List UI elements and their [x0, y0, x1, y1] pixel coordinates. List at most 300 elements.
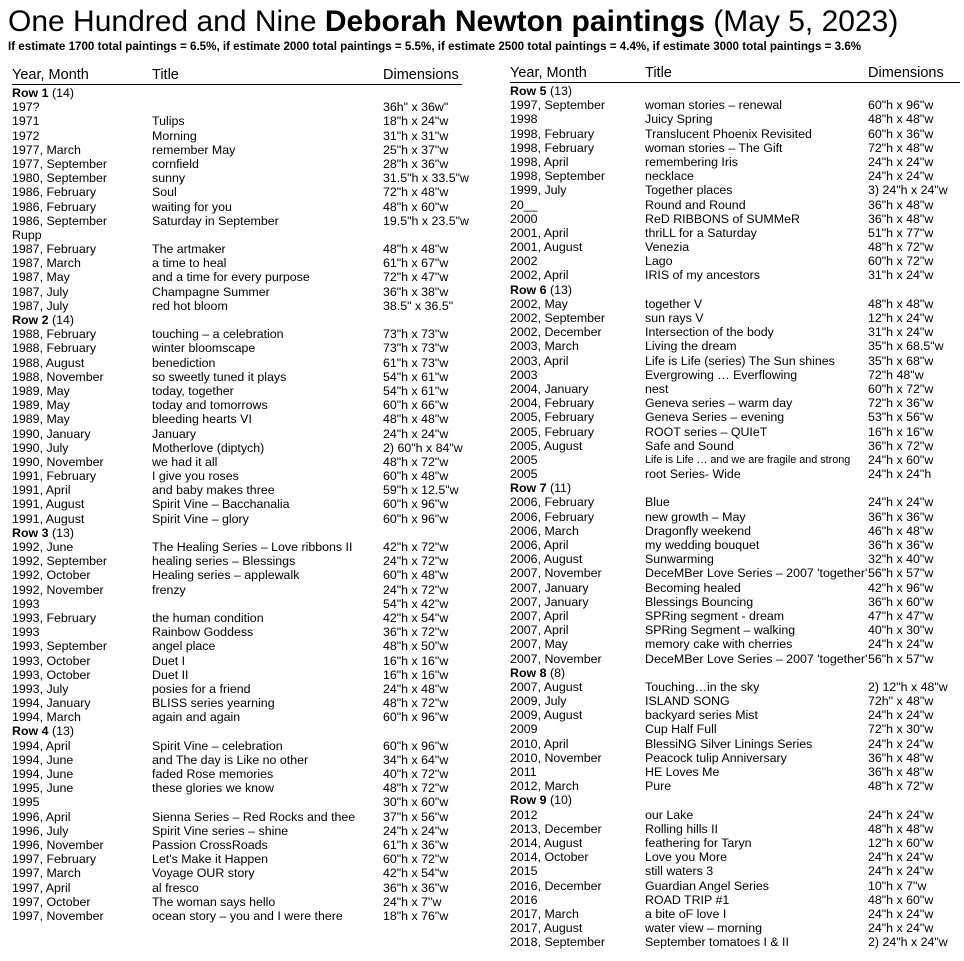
painting-row [12, 781, 462, 795]
painting-title: al fresco [152, 880, 199, 895]
painting-row [510, 112, 960, 126]
section-name: Row 1 [12, 86, 49, 100]
painting-title: backyard series Mist [645, 708, 758, 723]
header-year: Year, Month [510, 65, 587, 81]
painting-row [12, 129, 462, 143]
painting-row [12, 455, 462, 469]
painting-dimensions: 46"h x 48"w [868, 523, 934, 538]
painting-dimensions: 42"h x 96"w [868, 580, 934, 595]
painting-dimensions: 24"h x 24"w [868, 906, 934, 921]
painting-title: Geneva series – warm day [645, 396, 793, 411]
painting-dimensions: 12"h x 24"w [868, 311, 934, 325]
section-name: Row 4 [12, 724, 49, 739]
painting-dimensions: 72"h x 47"w [383, 270, 449, 285]
painting-row [510, 510, 960, 524]
painting-dimensions: 48"h x 48"w [868, 112, 934, 127]
section-row [510, 666, 960, 680]
painting-row [12, 852, 462, 866]
section-count: (13) [549, 282, 572, 297]
painting-row [12, 710, 462, 724]
painting-dimensions: 48"h x 72"w [868, 779, 934, 794]
painting-date: 1986, February [12, 199, 97, 214]
section-row [12, 724, 462, 738]
painting-title: ocean story – you and I were there [152, 908, 343, 923]
painting-row [510, 737, 960, 751]
painting-row [12, 497, 462, 511]
painting-title: Duet II [152, 667, 189, 682]
painting-dimensions: 48"h x 48"w [383, 242, 449, 257]
painting-row [510, 864, 960, 878]
painting-title: The Healing Series – Love ribbons II [152, 540, 353, 554]
painting-title: Juicy Spring [645, 112, 713, 127]
painting-date: 2017, August [510, 921, 583, 936]
painting-title: woman stories – The Gift [645, 140, 783, 155]
painting-date: 2012, March [510, 779, 579, 794]
painting-date: 1990, November [12, 454, 104, 469]
painting-row [12, 767, 462, 781]
painting-date: 1977, September [12, 156, 108, 171]
painting-row [12, 654, 462, 668]
painting-row [510, 198, 960, 212]
painting-row [12, 739, 462, 753]
painting-dimensions: 36"h x 48"w [868, 211, 934, 226]
painting-row [12, 824, 462, 838]
painting-dimensions: 54"h x 42"w [383, 596, 449, 611]
section-count: (10) [549, 793, 572, 808]
painting-title: Morning [152, 128, 197, 143]
painting-date: 2007, April [510, 623, 569, 638]
painting-title: water view – morning [645, 921, 763, 936]
painting-row [12, 810, 462, 824]
painting-title: Peacock tulip Anniversary [645, 750, 787, 765]
painting-date: 1988, February [12, 327, 97, 342]
painting-date: 1986, February [12, 185, 97, 200]
section-label [12, 724, 74, 738]
painting-date: 1994, June [12, 767, 74, 781]
painting-title: Sienna Series – Red Rocks and thee [152, 809, 356, 824]
painting-title: bleeding hearts VI [152, 412, 252, 427]
painting-row [12, 412, 462, 426]
section-count: (13) [51, 724, 74, 739]
painting-dimensions: 24"h x 24"w [868, 495, 934, 510]
painting-dimensions: 48"h x 48"w [868, 821, 934, 836]
painting-dimensions: 72"h x 48"w [868, 140, 934, 155]
painting-date: 1987, July [12, 284, 69, 299]
painting-dimensions: 24"h x 48"w [383, 681, 449, 696]
section-row [510, 283, 960, 297]
painting-row [510, 708, 960, 722]
painting-row [12, 838, 462, 852]
painting-row [510, 935, 960, 949]
section-label [12, 86, 74, 100]
painting-title: DeceMBer Love Series – 2007 'together' [645, 651, 868, 666]
painting-dimensions: 61"h x 73"w [383, 355, 449, 370]
painting-date: 20__ [510, 197, 538, 212]
painting-title: remember May [152, 142, 236, 157]
painting-row [12, 639, 462, 653]
painting-row [510, 226, 960, 240]
painting-title: Spirit Vine – glory [152, 511, 249, 526]
painting-date: 1971 [12, 114, 40, 129]
painting-date: 1991, April [12, 483, 71, 498]
painting-date: 2016, December [510, 878, 602, 893]
painting-date: 1998, September [510, 169, 606, 184]
painting-date: 1998, February [510, 140, 595, 155]
section-name: Row 8 [510, 665, 547, 680]
title-pre: One Hundred and Nine [8, 5, 325, 38]
painting-row [12, 682, 462, 696]
painting-row [510, 680, 960, 694]
painting-dimensions: 56"h x 57"w [868, 651, 934, 666]
painting-date: 1993, September [12, 639, 108, 654]
painting-row [12, 384, 462, 398]
painting-dimensions: 10"h x 7"w [868, 878, 927, 893]
painting-row [12, 696, 462, 710]
painting-dimensions: 30"h x 60"w [383, 795, 449, 810]
painting-row [510, 425, 960, 439]
painting-row [12, 200, 462, 214]
painting-title: Safe and Sound [645, 438, 734, 453]
header-title: Title [645, 65, 672, 81]
painting-date: 1998, April [510, 154, 569, 169]
painting-title: touching – a celebration [152, 327, 284, 342]
painting-row [510, 822, 960, 836]
section-name: Row 3 [12, 525, 49, 540]
painting-dimensions: 31"h x 24"w [868, 268, 934, 283]
painting-title: Passion CrossRoads [152, 837, 268, 852]
painting-row [12, 185, 462, 199]
painting-title: root Series- Wide [645, 467, 741, 482]
painting-dimensions: 24"h x 24"w [868, 864, 934, 879]
section-label [510, 283, 572, 297]
painting-date: 1987, May [12, 270, 70, 285]
painting-dimensions: 48"h x 60"w [383, 199, 449, 214]
painting-title: Rolling hills II [645, 821, 718, 836]
painting-date: 1995, June [12, 781, 74, 796]
painting-date: 2005, August [510, 438, 583, 453]
painting-date: 1994, March [12, 710, 81, 725]
painting-dimensions: 18"h x 76"w [383, 908, 449, 923]
painting-date: 2014, October [510, 850, 589, 865]
painting-row [12, 583, 462, 597]
painting-dimensions: 73"h x 73"w [383, 327, 449, 342]
painting-title: September tomatoes I & II [645, 935, 789, 950]
painting-date: 1992, June [12, 540, 74, 554]
painting-date: 2007, November [510, 566, 602, 581]
painting-date: 2005 [510, 452, 538, 467]
painting-date: 2003, March [510, 339, 579, 354]
painting-row [510, 127, 960, 141]
painting-dimensions: 60"h x 36"w [868, 126, 934, 141]
painting-dimensions: 73"h x 73"w [383, 341, 449, 356]
painting-title: the human condition [152, 610, 264, 625]
painting-dimensions: 24"h x 24"w [868, 708, 934, 723]
painting-row [12, 100, 462, 114]
section-label [510, 84, 572, 98]
painting-date: 1993, July [12, 681, 69, 696]
painting-date: 2009 [510, 722, 538, 737]
right-column [510, 64, 960, 949]
painting-title: SPRing segment - dream [645, 608, 785, 623]
painting-date: 2010, April [510, 736, 569, 751]
section-label [510, 481, 571, 495]
painting-dimensions: 60"h x 96"w [383, 497, 449, 512]
painting-date: 1988, November [12, 369, 104, 384]
painting-row [510, 765, 960, 779]
painting-dimensions: 2) 60"h x 84"w [383, 440, 463, 455]
painting-date: 1989, May [12, 398, 70, 413]
section-row [12, 86, 462, 100]
painting-row [510, 268, 960, 282]
painting-dimensions: 48"h x 50"w [383, 639, 449, 654]
painting-dimensions: 48"h x 72"w [383, 696, 449, 711]
painting-title: Touching…in the sky [645, 679, 760, 694]
painting-row [510, 652, 960, 666]
painting-row [12, 753, 462, 767]
painting-date: 1992, September [12, 554, 108, 569]
painting-row [510, 538, 960, 552]
painting-date: 1989, May [12, 412, 70, 427]
painting-row [510, 240, 960, 254]
painting-title: BlessiNG Silver Linings Series [645, 736, 813, 751]
painting-date: 1994, April [12, 738, 71, 753]
painting-row [510, 879, 960, 893]
painting-title: today and tomorrows [152, 398, 268, 413]
section-row [510, 793, 960, 807]
painting-date: 2012 [510, 807, 538, 822]
painting-title: and a time for every purpose [152, 270, 310, 285]
painting-date: 2014, August [510, 835, 583, 850]
painting-title: together V [645, 296, 703, 311]
painting-dimensions: 24"h x 72"w [383, 582, 449, 597]
section-count: (13) [51, 525, 74, 540]
painting-dimensions: 2) 12"h x 48"w [868, 679, 948, 694]
painting-title: January [152, 426, 197, 441]
painting-row [510, 339, 960, 353]
painting-row [510, 836, 960, 850]
painting-date: 2018, September [510, 935, 606, 950]
painting-date: 2007, November [510, 651, 602, 666]
painting-date: 1995 [12, 795, 40, 810]
painting-title: Guardian Angel Series [645, 878, 769, 893]
painting-title: necklace [645, 169, 694, 184]
page-title [8, 3, 898, 41]
painting-row [12, 483, 462, 497]
painting-title: Healing series – applewalk [152, 568, 300, 583]
painting-row [510, 609, 960, 623]
painting-dimensions: 40"h x 30"w [868, 623, 934, 638]
painting-date: 2007, August [510, 679, 583, 694]
painting-date: 2007, April [510, 608, 569, 623]
painting-date: 1994, January [12, 696, 91, 711]
painting-title: waiting for you [152, 199, 232, 214]
painting-dimensions: 72"h x 30"w [868, 722, 934, 737]
painting-date: 2011 [510, 765, 537, 779]
painting-title: Sunwarming [645, 552, 714, 567]
painting-dimensions: 18"h x 24"w [383, 114, 449, 129]
painting-date: 1993 [12, 596, 40, 611]
painting-row [510, 439, 960, 453]
painting-row [510, 98, 960, 112]
painting-dimensions: 24"h x 7"w [383, 894, 442, 909]
painting-title: Blessings Bouncing [645, 594, 754, 609]
painting-date: 2017, March [510, 906, 579, 921]
painting-dimensions: 31"h x 31"w [383, 128, 449, 143]
painting-date: 1993, October [12, 667, 91, 682]
painting-date: 1996, July [12, 823, 69, 838]
painting-dimensions: 36"h x 38"w [383, 284, 449, 299]
painting-title: angel place [152, 639, 216, 654]
painting-dimensions: 36"h x 60"w [868, 594, 934, 609]
painting-date: 1992, November [12, 582, 104, 597]
painting-dimensions: 35"h x 68"w [868, 353, 934, 368]
painting-row [510, 297, 960, 311]
painting-title: Rainbow Goddess [152, 625, 254, 640]
painting-date: 1993 [12, 625, 40, 640]
painting-date: 2001, August [510, 240, 583, 255]
painting-date: 2002, December [510, 325, 602, 340]
painting-dimensions: 60"h x 96"w [868, 98, 934, 113]
painting-row [12, 398, 462, 412]
painting-dimensions: 24"h x 24"w [868, 637, 934, 652]
painting-date: 2006, February [510, 495, 595, 510]
painting-dimensions: 60"h x 48"w [383, 469, 449, 484]
painting-title: Motherlove (diptych) [152, 440, 265, 455]
page-subtitle: If estimate 1700 total paintings = 6.5%, if estimate 2000 total paintings = 5.5%, if estimate 2500 total paintings = 4.4%, if estimate 3000 total paintings = 3.6% [8, 40, 862, 53]
painting-dimensions: 72"h x 48"w [383, 185, 449, 200]
column-header [510, 64, 960, 83]
painting-date: 1991, August [12, 511, 85, 526]
painting-date: 2006, March [510, 523, 579, 538]
painting-title: winter bloomscape [152, 341, 256, 356]
painting-dimensions: 36"h x 36"w [383, 880, 449, 895]
painting-row [510, 808, 960, 822]
header-dimensions: Dimensions [868, 65, 944, 81]
painting-row [12, 213, 469, 228]
painting-date: 1998 [510, 112, 538, 127]
painting-title: and The day is Like no other [152, 752, 309, 767]
painting-row [510, 169, 960, 183]
painting-dimensions: 24"h x 24"w [383, 823, 449, 838]
painting-row [510, 722, 960, 736]
painting-date: 1997, March [12, 866, 81, 881]
painting-row [12, 469, 462, 483]
painting-row [12, 327, 462, 341]
painting-dimensions: 36"h x 36"w [868, 509, 934, 524]
painting-date: 1999, July [510, 183, 567, 198]
painting-date: 1987, February [12, 242, 97, 257]
painting-title: so sweetly tuned it plays [152, 369, 287, 384]
painting-dimensions: 24"h x 24"h [868, 467, 932, 482]
painting-row [12, 611, 462, 625]
painting-dimensions: 54"h x 61"w [383, 369, 449, 384]
painting-dimensions: 36"h x 48"w [868, 197, 934, 212]
painting-title: Let's Make it Happen [152, 852, 269, 867]
painting-dimensions: 72"h x 36"w [868, 396, 934, 411]
painting-date: 1997, September [510, 98, 606, 113]
painting-date: 1977, March [12, 142, 81, 157]
painting-title: Life is Life … and we are fragile and strong [645, 453, 851, 466]
painting-title: thriLL for a Saturday [645, 225, 757, 240]
painting-title: Intersection of the body [645, 325, 774, 340]
painting-dimensions: 47"h x 47"w [868, 608, 934, 623]
section-count: (14) [51, 313, 74, 327]
painting-row [510, 311, 960, 325]
painting-dimensions: 16"h x 16"w [868, 424, 934, 439]
painting-date: 1972 [12, 128, 40, 143]
painting-row [12, 668, 462, 682]
painting-date: 2007, January [510, 594, 589, 609]
header-dimensions: Dimensions [383, 67, 459, 83]
painting-title: Dragonfly weekend [645, 523, 752, 538]
painting-row [510, 552, 960, 566]
painting-dimensions: 36"h x 48"w [868, 765, 934, 779]
painting-row [12, 157, 462, 171]
painting-dimensions: 48"h x 72"w [868, 240, 934, 255]
painting-date: 1990, July [12, 440, 69, 455]
painting-title: my wedding bouquet [645, 538, 760, 552]
painting-title: ROOT series – QUIeT [645, 424, 768, 439]
painting-dimensions: 61"h x 36"w [383, 837, 449, 852]
painting-dimensions: 48"h x 60"w [868, 892, 934, 907]
painting-date: 1998, February [510, 126, 595, 141]
painting-dimensions: 32"h x 40"w [868, 552, 934, 567]
painting-date: 1991, February [12, 469, 97, 484]
painting-title: Champagne Summer [152, 284, 270, 299]
painting-title: Tulips [152, 114, 185, 129]
section-label [12, 526, 74, 540]
painting-row [510, 893, 960, 907]
painting-row [12, 285, 462, 299]
painting-row [510, 694, 960, 708]
painting-date: 1991, August [12, 497, 85, 512]
painting-row [510, 595, 960, 609]
painting-date: 2010, November [510, 750, 602, 765]
painting-dimensions: 56"h x 57"w [868, 566, 934, 581]
painting-date: 2002, September [510, 311, 606, 325]
painting-row [12, 427, 462, 441]
painting-row [510, 495, 960, 509]
painting-dimensions: 60"h x 96"w [383, 710, 449, 725]
painting-dimensions: 24"h x 72"w [383, 554, 449, 569]
painting-date: 2007, May [510, 637, 568, 652]
painting-title: our Lake [645, 807, 694, 822]
painting-dimensions: 3) 24"h x 24"w [868, 183, 948, 198]
painting-date: 2002, April [510, 268, 569, 283]
painting-title: feathering for Taryn [645, 835, 752, 850]
painting-dimensions: 37"h x 56"w [383, 809, 449, 824]
painting-dimensions: 24"h x 24"w [383, 426, 449, 441]
painting-dimensions: 19.5"h x 23.5"w [383, 213, 469, 228]
painting-title: Life is Life (series) The Sun shines [645, 353, 835, 368]
painting-title: Love you More [645, 850, 727, 865]
painting-dimensions: 60"h x 66"w [383, 398, 449, 413]
painting-date: 2009, July [510, 694, 567, 709]
painting-row [12, 228, 462, 242]
painting-row [12, 881, 462, 895]
painting-row [510, 382, 960, 396]
painting-date: 2006, August [510, 552, 583, 567]
painting-date: 1986, September [12, 213, 108, 228]
section-name: Row 6 [510, 282, 547, 297]
painting-title: Becoming healed [645, 580, 741, 595]
painting-title: Soul [152, 185, 177, 200]
painting-row [12, 909, 462, 923]
painting-row [12, 341, 462, 355]
painting-row [510, 779, 960, 793]
painting-date: 2000 [510, 211, 538, 226]
painting-dimensions: 34"h x 64"w [383, 752, 449, 767]
